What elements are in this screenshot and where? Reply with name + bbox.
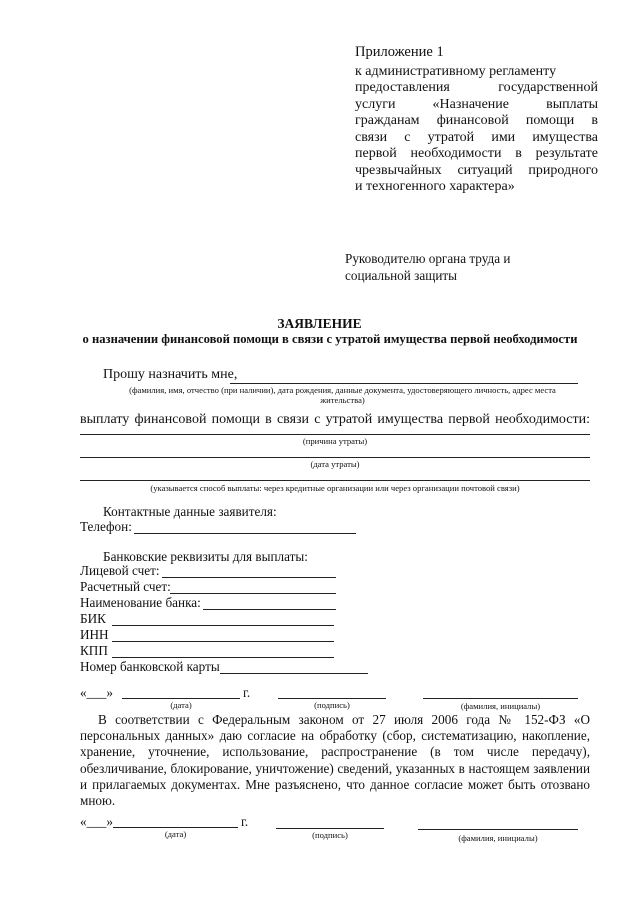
appendix-title: Приложение 1 [355,44,444,60]
appendix-line: связи с утратой ими имущества [355,129,598,145]
request-hint: (фамилия, имя, отчество (при наличии), дата рождения, данные документа, удостоверяющего личность, адрес места жительства) [129,385,556,405]
consent-text: В соответствии с Федеральным законом от 27 июля 2006 года № 152-ФЗ «О персональных данных» даю согласие на обработку (сбор, систематизацию, накопление, хранение, уточнение, использование, распространение (в том числе передачу), обезличивание, блокирование, уничтожение) сведений, указанных в настоящем заявлении и прилагаемых документах. Мне разъяснено, что данное согласие может быть отозвано мною. [80,712,590,809]
appendix-line: чрезвычайных ситуаций природного [355,162,598,178]
bank-field-line[interactable] [170,593,336,594]
bank-field-line[interactable] [220,673,368,674]
appendix-line: услуги «Назначение выплаты [355,96,598,112]
bank-field-line[interactable] [112,641,334,642]
appendix-line: гражданам финансовой помощи в [355,113,598,128]
date-line[interactable] [113,827,238,828]
bank-field-line[interactable] [112,657,334,658]
contacts-title: Контактные данные заявителя: [103,504,277,519]
appendix-line: и техногенного характера» [355,179,515,194]
name-hint: (фамилия, инициалы) [460,701,541,711]
appendix-line: к административному регламенту [355,63,557,79]
bank-field-line[interactable] [112,625,334,626]
name-line[interactable] [418,829,578,830]
signature-hint: (подпись) [314,700,350,710]
appendix-block [355,44,598,196]
phone-label: Телефон: [80,519,132,534]
date-day: «___» [80,685,113,700]
signature-line[interactable] [278,698,386,699]
date-day: «___» [80,814,113,829]
phone-line[interactable] [134,533,356,534]
document-title: ЗАЯВЛЕНИЕ [277,316,362,331]
loss-date-hint: (дата утраты) [310,459,360,469]
addressee-line-1: Руководителю органа труда и [345,251,511,266]
addressee [345,250,510,284]
appendix-line: предоставления государственной [355,80,598,95]
date-line[interactable] [122,698,240,699]
bank-field-label: Расчетный счет: [80,579,171,594]
bank-field-line[interactable] [162,577,336,578]
method-hint: (указывается способ выплаты: через кредитные организации или через организации почтовой связи) [150,483,520,493]
bank-field-label: Наименование банка: [80,595,201,610]
method-line[interactable] [80,480,590,481]
date-year-suffix: г. [243,685,251,700]
name-hint: (фамилия, инициалы) [458,833,538,843]
bank-field-line[interactable] [203,609,336,610]
request-label: Прошу назначить мне, [103,367,238,382]
date-hint: (дата) [170,700,192,710]
reason-hint: (причина утраты) [302,436,368,446]
addressee-line-2: социальной защиты [345,268,458,283]
bank-field-label: КПП [80,643,108,658]
date-year-suffix: г. [241,814,249,829]
signature-line[interactable] [276,828,384,829]
appendix-line: первой необходимости в результате [355,146,598,161]
document-subtitle: о назначении финансовой помощи в связи с утратой имущества первой необходимости [82,332,578,346]
bank-field-label: ИНН [80,627,109,642]
request-line[interactable] [230,383,578,384]
loss-date-line[interactable] [80,457,590,458]
bank-field-label: Лицевой счет: [80,563,160,578]
payment-text: выплату финансовой помощи в связи с утратой имущества первой необходимости: [80,412,590,427]
bank-field-label: Номер банковской карты [80,659,220,674]
bank-field-label: БИК [80,611,106,626]
reason-line[interactable] [80,434,590,435]
bank-title: Банковские реквизиты для выплаты: [103,549,308,564]
signature-hint: (подпись) [312,830,348,840]
date-hint: (дата) [164,829,187,839]
name-line[interactable] [423,698,578,699]
